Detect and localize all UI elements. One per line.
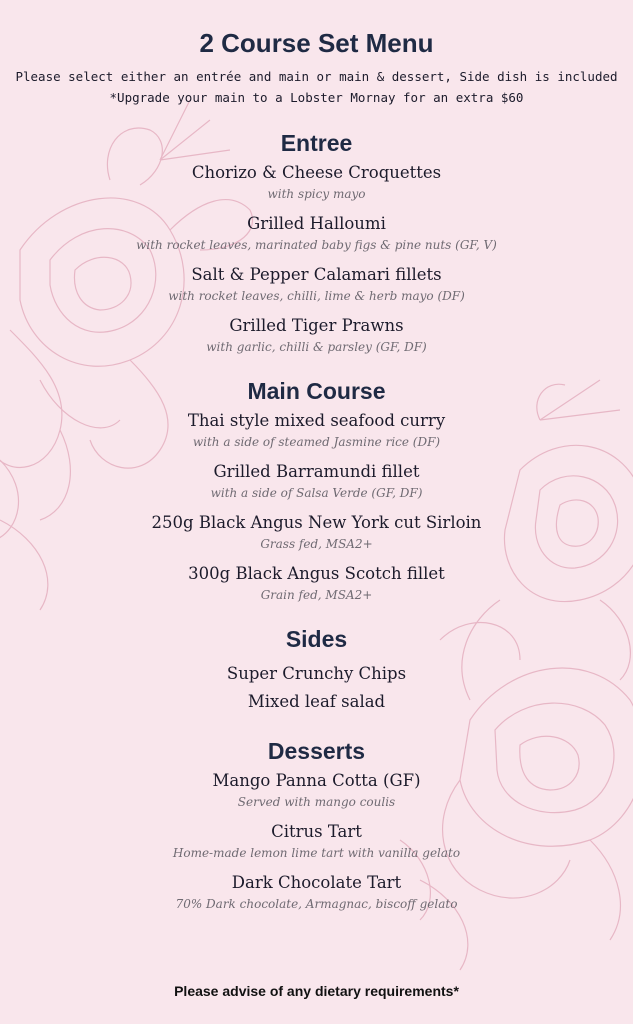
item-name: Thai style mixed seafood curry [187, 411, 446, 430]
desserts-section [0, 736, 633, 913]
entree-section [0, 128, 633, 356]
main-course-heading: Main Course [247, 378, 386, 404]
item-name: Grilled Halloumi [247, 214, 386, 233]
menu-item [0, 872, 633, 913]
menu-item [0, 162, 633, 203]
menu-item [0, 315, 633, 356]
item-description: 70% Dark chocolate, Armagnac, biscoff gelato [175, 897, 458, 911]
item-name: Chorizo & Cheese Croquettes [191, 163, 442, 182]
side-item: Super Crunchy Chips [226, 664, 407, 683]
item-name: Dark Chocolate Tart [231, 873, 402, 892]
item-name: Grilled Tiger Prawns [229, 316, 404, 335]
menu-item [0, 213, 633, 254]
menu-item [0, 770, 633, 811]
sides-heading: Sides [285, 626, 348, 652]
item-name: 250g Black Angus New York cut Sirloin [151, 513, 482, 532]
item-description: with rocket leaves, marinated baby figs & pine nuts (GF, V) [136, 238, 497, 252]
item-description: with rocket leaves, chilli, lime & herb mayo (DF) [168, 289, 465, 303]
item-description: Home-made lemon lime tart with vanilla gelato [172, 846, 461, 860]
side-item: Mixed leaf salad [247, 692, 386, 711]
item-name: Grilled Barramundi fillet [213, 462, 420, 481]
sides-section [0, 624, 633, 716]
item-description: with a side of steamed Jasmine rice (DF) [192, 435, 441, 449]
item-name: Salt & Pepper Calamari fillets [191, 265, 442, 284]
menu-title: 2 Course Set Menu [199, 28, 434, 58]
dietary-footer-note: Please advise of any dietary requirements* [174, 983, 459, 999]
item-description: with a side of Salsa Verde (GF, DF) [210, 486, 423, 500]
item-description: Grain fed, MSA2+ [260, 588, 373, 602]
item-description: with garlic, chilli & parsley (GF, DF) [206, 340, 427, 354]
upgrade-note: *Upgrade your main to a Lobster Mornay for an extra $60 [109, 90, 524, 105]
item-description: with spicy mayo [267, 187, 366, 201]
item-name: Mango Panna Cotta (GF) [212, 771, 421, 790]
item-description: Served with mango coulis [237, 795, 396, 809]
item-name: Citrus Tart [271, 822, 362, 841]
menu-item [0, 410, 633, 451]
menu-item [0, 264, 633, 305]
menu-item [0, 821, 633, 862]
item-name: 300g Black Angus Scotch fillet [188, 564, 445, 583]
main-course-section [0, 376, 633, 604]
desserts-heading: Desserts [267, 738, 366, 764]
menu-item [0, 512, 633, 553]
menu-item [0, 563, 633, 604]
selection-note: Please select either an entrée and main or main & dessert, Side dish is included [15, 69, 618, 84]
entree-heading: Entree [280, 130, 353, 156]
item-description: Grass fed, MSA2+ [260, 537, 373, 551]
menu-item [0, 461, 633, 502]
